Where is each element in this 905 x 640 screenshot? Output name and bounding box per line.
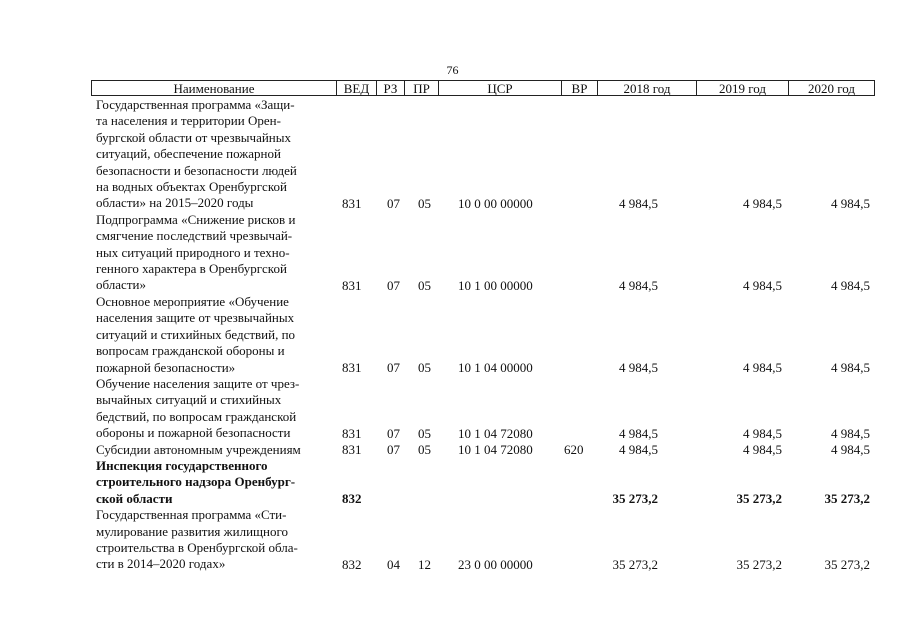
header-ved: ВЕД xyxy=(337,81,377,95)
row-ved: 831 xyxy=(342,425,362,441)
header-rz: РЗ xyxy=(377,81,405,95)
row-2018: 4 984,5 xyxy=(619,195,658,211)
row-ved: 831 xyxy=(342,359,362,375)
row-2018: 35 273,2 xyxy=(612,556,658,572)
row-pr: 05 xyxy=(418,277,431,293)
table-row xyxy=(91,507,875,573)
row-2019: 4 984,5 xyxy=(743,277,782,293)
row-2020: 4 984,5 xyxy=(831,195,870,211)
row-rz: 07 xyxy=(387,425,400,441)
row-name: Субсидии автономным учреждениям xyxy=(96,441,301,457)
header-name: Наименование xyxy=(92,81,337,95)
row-2019: 4 984,5 xyxy=(743,441,782,457)
row-2018: 4 984,5 xyxy=(619,277,658,293)
row-pr: 05 xyxy=(418,425,431,441)
row-rz: 07 xyxy=(387,195,400,211)
row-2020: 4 984,5 xyxy=(831,277,870,293)
row-ved: 831 xyxy=(342,277,362,293)
row-2019: 35 273,2 xyxy=(736,556,782,572)
row-name: Государственная программа «Защи- та населения и территории Орен- бургской области от чрезвычайных ситуаций, обеспечение пожарной безопасности и безопасности людей на водных объектах Оренбургской области» на 2015–2020 годы xyxy=(96,97,297,211)
row-csr: 10 1 00 00000 xyxy=(458,277,533,293)
row-csr: 23 0 00 00000 xyxy=(458,556,533,572)
row-pr: 05 xyxy=(418,359,431,375)
row-ved: 832 xyxy=(342,491,362,507)
row-rz: 07 xyxy=(387,277,400,293)
table-row xyxy=(91,294,875,376)
page-number: 76 xyxy=(446,63,459,77)
row-2018: 4 984,5 xyxy=(619,425,658,441)
table-row xyxy=(91,97,875,212)
row-2020: 35 273,2 xyxy=(824,491,870,507)
row-2019: 35 273,2 xyxy=(736,491,782,507)
row-2020: 4 984,5 xyxy=(831,359,870,375)
table-row xyxy=(91,442,875,458)
header-pr: ПР xyxy=(405,81,439,95)
row-pr: 05 xyxy=(418,195,431,211)
table-row xyxy=(91,376,875,442)
header-csr: ЦСР xyxy=(439,81,562,95)
row-2018: 4 984,5 xyxy=(619,441,658,457)
header-2019: 2019 год xyxy=(697,81,789,95)
row-2020: 4 984,5 xyxy=(831,425,870,441)
row-csr: 10 1 04 00000 xyxy=(458,359,533,375)
row-name: Государственная программа «Сти- мулирование развития жилищного строительства в Оренбургской обла- сти в 2014–2020 годах» xyxy=(96,507,298,572)
table-header xyxy=(91,80,875,96)
row-2019: 4 984,5 xyxy=(743,195,782,211)
row-csr: 10 1 04 72080 xyxy=(458,441,533,457)
row-2020: 4 984,5 xyxy=(831,441,870,457)
row-rz: 07 xyxy=(387,359,400,375)
table-row xyxy=(91,458,875,507)
row-csr: 10 0 00 00000 xyxy=(458,195,533,211)
row-2019: 4 984,5 xyxy=(743,425,782,441)
row-2019: 4 984,5 xyxy=(743,359,782,375)
row-rz: 04 xyxy=(387,556,400,572)
row-2018: 35 273,2 xyxy=(612,491,658,507)
row-vr: 620 xyxy=(564,441,584,457)
table-body xyxy=(91,97,875,573)
row-rz: 07 xyxy=(387,441,400,457)
row-name: Обучение населения защите от чрез- вычайных ситуаций и стихийных бедствий, по вопросам гражданской обороны и пожарной безопасности xyxy=(96,375,300,441)
row-2020: 35 273,2 xyxy=(824,556,870,572)
row-pr: 12 xyxy=(418,556,431,572)
header-2018: 2018 год xyxy=(598,81,697,95)
row-name: Инспекция государственного строительного надзора Оренбург- ской области xyxy=(96,457,296,506)
row-2018: 4 984,5 xyxy=(619,359,658,375)
row-ved: 831 xyxy=(342,195,362,211)
row-csr: 10 1 04 72080 xyxy=(458,425,533,441)
row-ved: 832 xyxy=(342,556,362,572)
row-pr: 05 xyxy=(418,441,431,457)
table-row xyxy=(91,212,875,294)
row-name: Основное мероприятие «Обучение населения защите от чрезвычайных ситуаций и стихийных бедствий, по вопросам гражданской обороны и пожарной безопасности» xyxy=(96,293,296,375)
row-name: Подпрограмма «Снижение рисков и смягчение последствий чрезвычай- ных ситуаций природного и техно- генного характера в Оренбургской области» xyxy=(96,211,296,293)
row-ved: 831 xyxy=(342,441,362,457)
header-2020: 2020 год xyxy=(808,81,855,96)
header-vr: ВР xyxy=(562,81,598,95)
